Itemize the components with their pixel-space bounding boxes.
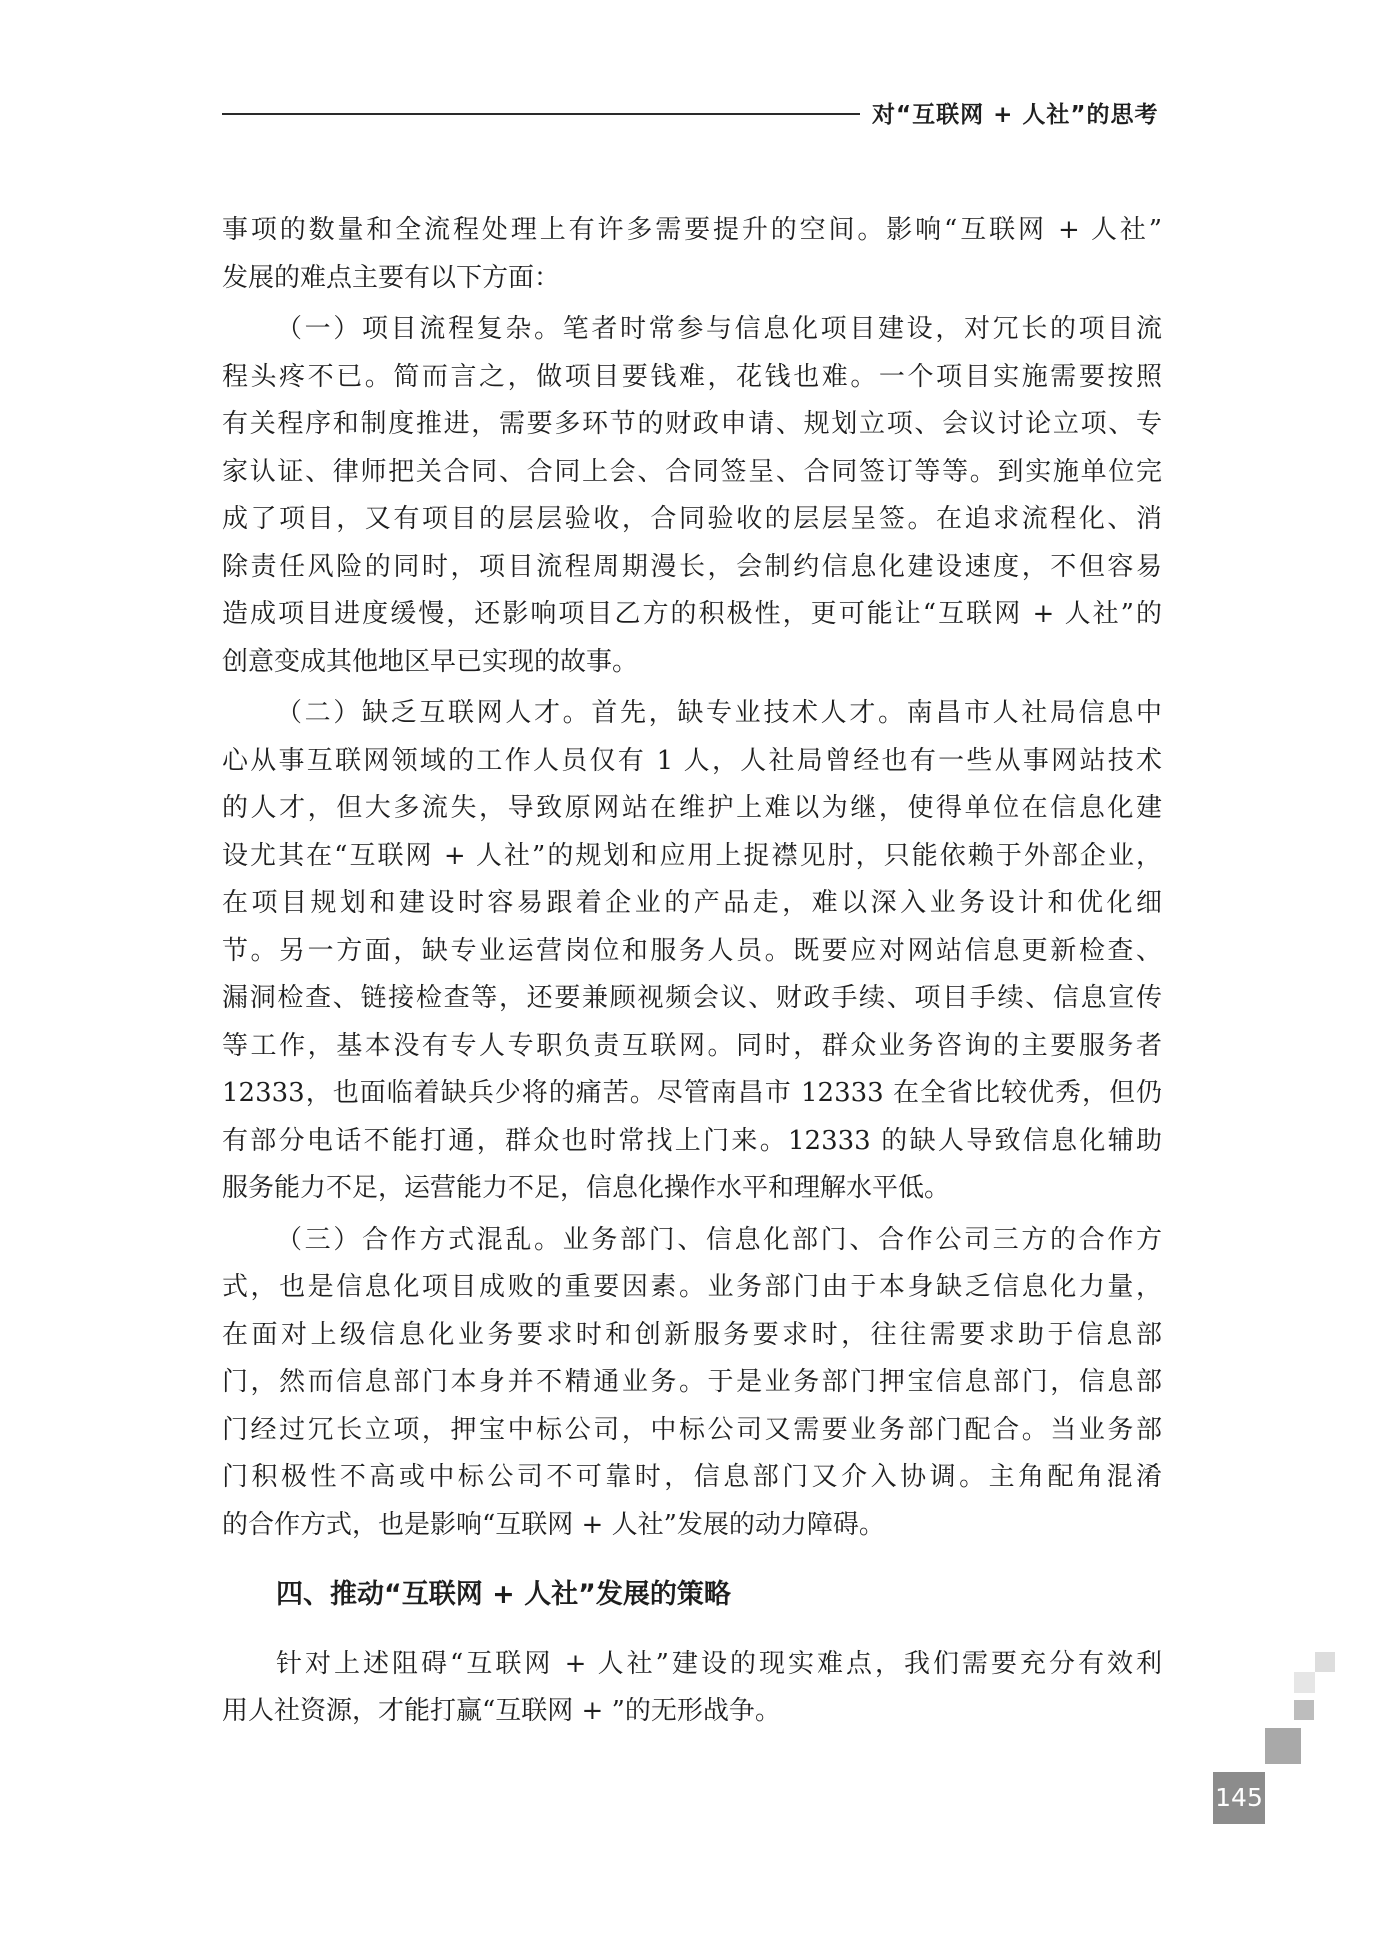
text-line: 事项的数量和全流程处理上有许多需要提升的空间。影响“互联网 + 人社”	[222, 215, 1162, 245]
text-line: 除责任风险的同时，项目流程周期漫长，会制约信息化建设速度，不但容易	[222, 551, 1162, 582]
decorative-square	[1294, 1700, 1314, 1720]
text-line: 有部分电话不能打通，群众也时常找上门来。12333 的缺人导致信息化辅助	[222, 1125, 1162, 1156]
text-line: 12333，也面临着缺兵少将的痛苦。尽管南昌市 12333 在全省比较优秀，但仍	[222, 1078, 1162, 1108]
paragraph-4	[222, 1217, 1162, 1550]
paragraph-3	[222, 690, 1162, 1213]
text-line: 漏洞检查、链接检查等，还要兼顾视频会议、财政手续、项目手续、信息宣传	[222, 983, 1162, 1013]
paragraph-2	[222, 306, 1162, 686]
text-line: 门经过冗长立项，押宝中标公司，中标公司又需要业务部门配合。当业务部	[222, 1414, 1162, 1445]
decorative-square	[1265, 1728, 1301, 1764]
text-line: 家认证、律师把关合同、合同上会、合同签呈、合同签订等等。到实施单位完	[222, 456, 1162, 487]
text-line: 心从事互联网领域的工作人员仅有 1 人，人社局曾经也有一些从事网站技术	[222, 745, 1162, 776]
decorative-square	[1294, 1672, 1315, 1693]
text-line: 针对上述阻碍“互联网 + 人社”建设的现实难点，我们需要充分有效利	[276, 1648, 1162, 1679]
running-title: 对“互联网 + 人社”的思考	[872, 102, 1159, 128]
header-rule	[222, 113, 860, 115]
text-line: 发展的难点主要有以下方面：	[222, 262, 561, 293]
page-number: 145	[1213, 1772, 1265, 1824]
text-line: 的人才，但大多流失，导致原网站在维护上难以为继，使得单位在信息化建	[222, 793, 1162, 823]
paragraph-1	[222, 207, 1162, 302]
text-line: 等工作，基本没有专人专职负责互联网。同时，群众业务咨询的主要服务者	[222, 1030, 1162, 1061]
text-line: 成了项目，又有项目的层层验收，合同验收的层层呈签。在追求流程化、消	[222, 504, 1162, 534]
text-line: 的合作方式，也是影响“互联网 + 人社”发展的动力障碍。	[222, 1509, 885, 1540]
text-line: 门积极性不高或中标公司不可靠时，信息部门又介入协调。主角配角混淆	[222, 1462, 1162, 1492]
text-line: 门，然而信息部门本身并不精通业务。于是业务部门押宝信息部门，信息部	[222, 1367, 1162, 1397]
text-line: 用人社资源，才能打赢“互联网 + ”的无形战争。	[222, 1696, 781, 1726]
body-text	[222, 207, 1162, 1736]
text-line: 程头疼不已。简而言之，做项目要钱难，花钱也难。一个项目实施需要按照	[222, 361, 1162, 392]
paragraph-5	[222, 1641, 1162, 1736]
text-line: 在项目规划和建设时容易跟着企业的产品走，难以深入业务设计和优化细	[222, 888, 1162, 918]
text-line: （一）项目流程复杂。笔者时常参与信息化项目建设，对冗长的项目流	[276, 314, 1162, 344]
text-line: 服务能力不足，运营能力不足，信息化操作水平和理解水平低。	[222, 1173, 951, 1203]
section-heading: 四、推动“互联网 + 人社”发展的策略	[276, 1579, 731, 1610]
text-line: （三）合作方式混乱。业务部门、信息化部门、合作公司三方的合作方	[276, 1224, 1162, 1255]
text-line: （二）缺乏互联网人才。首先，缺专业技术人才。南昌市人社局信息中	[276, 698, 1162, 728]
text-line: 式，也是信息化项目成败的重要因素。业务部门由于本身缺乏信息化力量，	[222, 1272, 1162, 1302]
decorative-square	[1315, 1652, 1335, 1672]
text-line: 创意变成其他地区早已实现的故事。	[222, 646, 639, 677]
text-line: 有关程序和制度推进，需要多环节的财政申请、规划立项、会议讨论立项、专	[222, 409, 1162, 439]
text-line: 节。另一方面，缺专业运营岗位和服务人员。既要应对网站信息更新检查、	[222, 935, 1162, 966]
text-line: 设尤其在“互联网 + 人社”的规划和应用上捉襟见肘，只能依赖于外部企业，	[222, 840, 1162, 871]
text-line: 在面对上级信息化业务要求时和创新服务要求时，往往需要求助于信息部	[222, 1319, 1162, 1350]
text-line: 造成项目进度缓慢，还影响项目乙方的积极性，更可能让“互联网 + 人社”的	[222, 599, 1162, 629]
